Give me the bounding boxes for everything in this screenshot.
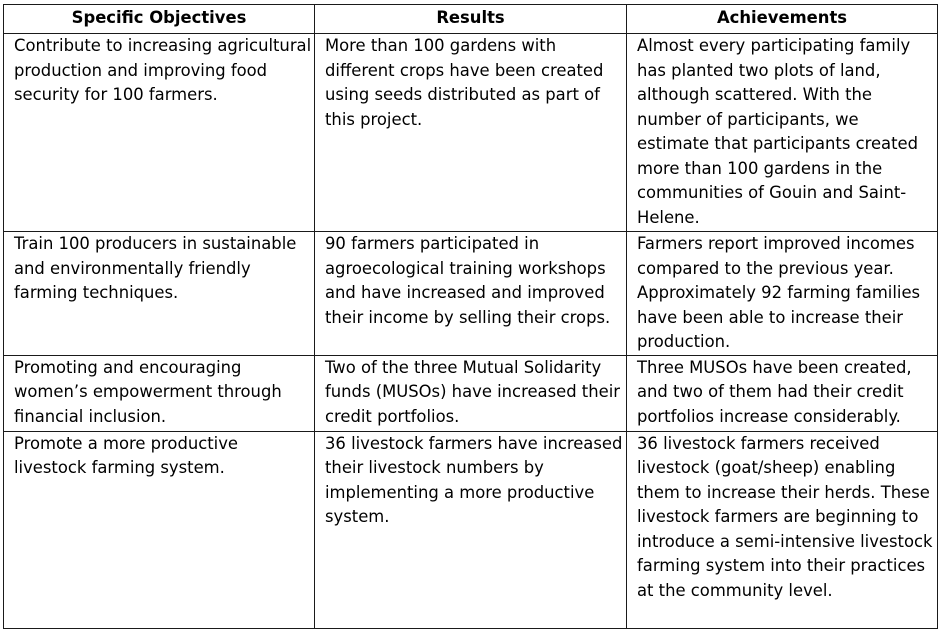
achievement-cell: 36 livestock farmers received livestock (goat/sheep) enabling them to increase their herds. These livestock farmers are beginning to introduce a semi-intensive livestock farming system into their practices at the community level.	[627, 431, 938, 628]
table-row	[4, 232, 938, 356]
achievement-cell: Almost every participating family has planted two plots of land, although scattered. With the number of participants, we estimate that participants created more than 100 gardens in the communities of Gouin and Saint-Helene.	[627, 34, 938, 232]
header-achievements: Achievements	[627, 5, 938, 34]
objective-cell: Promote a more productive livestock farming system.	[4, 431, 315, 628]
table-row	[4, 355, 938, 431]
result-cell: More than 100 gardens with different crops have been created using seeds distributed as part of this project.	[315, 34, 627, 232]
result-cell: 36 livestock farmers have increased their livestock numbers by implementing a more productive system.	[315, 431, 627, 628]
header-row	[4, 5, 938, 34]
objectives-table	[3, 4, 938, 629]
objective-cell: Contribute to increasing agricultural production and improving food security for 100 farmers.	[4, 34, 315, 232]
header-specific-objectives: Specific Objectives	[4, 5, 315, 34]
achievement-cell: Three MUSOs have been created, and two of them had their credit portfolios increase considerably.	[627, 355, 938, 431]
result-cell: 90 farmers participated in agroecological training workshops and have increased and improved their income by selling their crops.	[315, 232, 627, 356]
table-row	[4, 431, 938, 628]
header-results: Results	[315, 5, 627, 34]
table-row	[4, 34, 938, 232]
achievement-cell: Farmers report improved incomes compared to the previous year. Approximately 92 farming families have been able to increase their production.	[627, 232, 938, 356]
result-cell: Two of the three Mutual Solidarity funds (MUSOs) have increased their credit portfolios.	[315, 355, 627, 431]
objective-cell: Promoting and encouraging women’s empowerment through financial inclusion.	[4, 355, 315, 431]
objective-cell: Train 100 producers in sustainable and environmentally friendly farming techniques.	[4, 232, 315, 356]
